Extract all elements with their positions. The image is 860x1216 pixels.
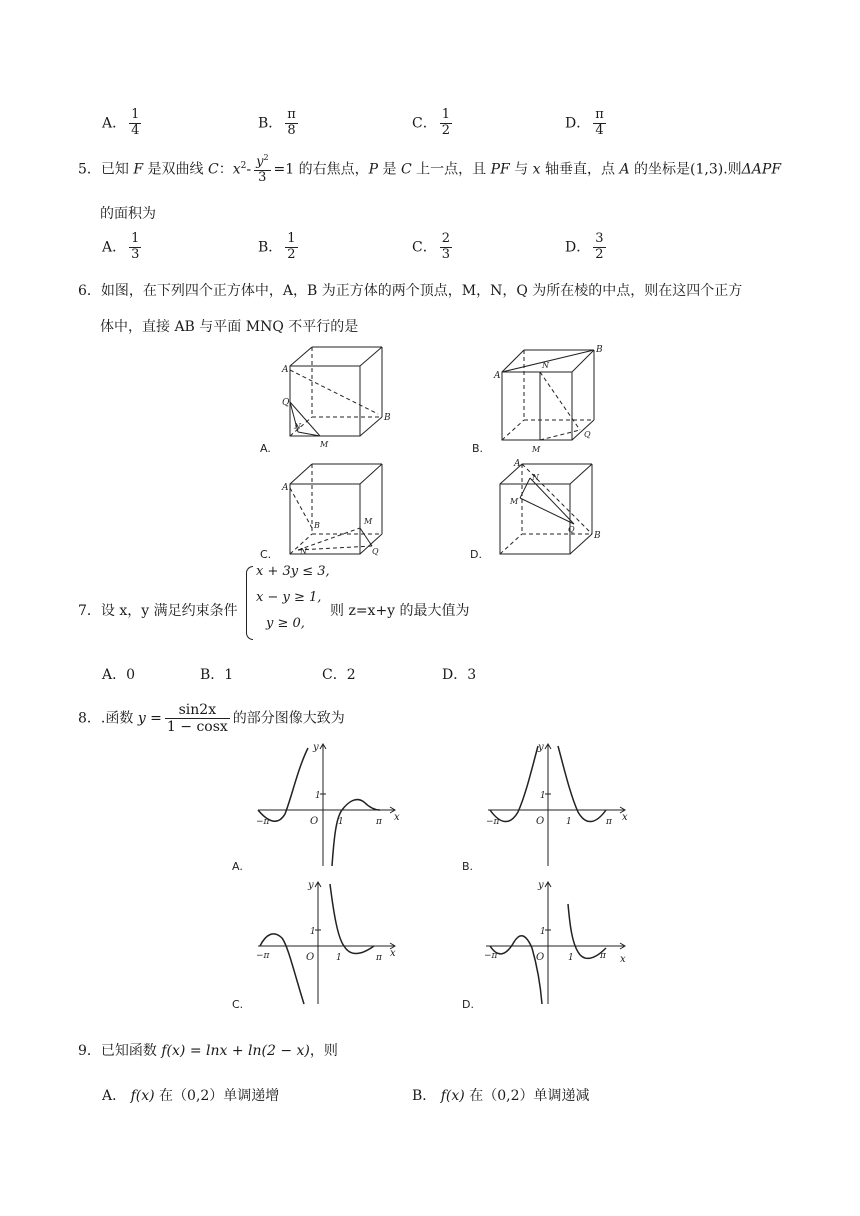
svg-text:M: M <box>532 445 541 454</box>
cube-figure-d <box>470 458 610 563</box>
svg-text:π: π <box>376 953 382 963</box>
q7-prefix: 7．设 x，y 满足约束条件 <box>78 603 238 619</box>
q7-option-b: B．1 <box>200 667 234 683</box>
q7-constraint-1: x + 3y ≤ 3, <box>256 564 330 579</box>
cube-figure-b <box>470 342 610 457</box>
svg-text:N: N <box>542 361 549 370</box>
svg-text:Q: Q <box>282 398 290 408</box>
svg-text:M: M <box>510 497 519 506</box>
svg-text:1: 1 <box>338 817 344 827</box>
q5-fraction: $\frac{y^2}{3}$ <box>256 153 269 186</box>
svg-text:N: N <box>532 473 539 482</box>
svg-text:1: 1 <box>315 791 321 801</box>
q4-a-fraction: $\frac{1}{4}$ <box>131 107 140 138</box>
svg-text:1: 1 <box>540 791 546 801</box>
svg-text:x: x <box>390 948 396 959</box>
svg-text:x: x <box>394 812 400 823</box>
svg-text:−π: −π <box>256 817 270 827</box>
svg-text:Q: Q <box>372 547 379 556</box>
svg-text:B: B <box>594 531 601 541</box>
q5-option-c: C． $\frac{2}{3}$ <box>412 231 450 262</box>
svg-text:y: y <box>308 880 314 891</box>
svg-text:1: 1 <box>310 927 316 937</box>
svg-text:A: A <box>514 459 521 469</box>
q5-option-a: A． $\frac{1}{3}$ <box>102 231 140 262</box>
svg-text:N: N <box>294 422 301 431</box>
svg-text:A: A <box>282 483 289 493</box>
svg-text:1: 1 <box>568 953 574 963</box>
q7-suffix: 则 z=x+y 的最大值为 <box>330 603 470 619</box>
svg-text:x: x <box>620 954 626 965</box>
q7-option-c: C．2 <box>322 667 356 683</box>
svg-text:O: O <box>536 816 545 827</box>
svg-text:y: y <box>313 742 319 753</box>
svg-text:B.: B. <box>462 860 474 873</box>
svg-text:M: M <box>320 440 329 449</box>
svg-text:A: A <box>494 371 501 381</box>
q4-option-a: A． $\frac{1}{4}$ <box>102 107 140 138</box>
q5-stem: 5．已知 F 是双曲线 C：$x^2-$ $\frac{y^2}{3}$ =1 的右焦点，P 是 C 上一点，且 PF 与 x 轴垂直，点 A 的坐标是(1,3).则ΔAPF <box>78 153 782 186</box>
q7-constraint-2: x − y ≥ 1, <box>256 590 322 605</box>
function-graph-c <box>230 876 410 1011</box>
q7-option-d: D．3 <box>442 667 477 683</box>
svg-text:Q: Q <box>584 430 591 439</box>
q4-c-fraction: $\frac{1}{2}$ <box>441 107 450 138</box>
q8-stem: 8．.函数 y = $\frac{\sin 2x}{1 - \cos x}$ 的部分图像大致为 <box>78 702 345 736</box>
svg-text:π: π <box>606 817 612 827</box>
q5-option-b: B． $\frac{1}{2}$ <box>258 231 296 262</box>
q4-d-fraction: $\frac{\pi}{4}$ <box>595 107 604 138</box>
q4-option-b: B． $\frac{\pi}{8}$ <box>258 107 296 138</box>
svg-text:B: B <box>384 413 391 423</box>
svg-text:A: A <box>282 365 289 375</box>
svg-text:M: M <box>364 517 373 526</box>
svg-text:O: O <box>306 952 315 963</box>
svg-text:D.: D. <box>462 998 474 1011</box>
q4-b-fraction: $\frac{\pi}{8}$ <box>287 107 296 138</box>
q7-constraint-3: y ≥ 0, <box>266 616 305 631</box>
function-graph-b <box>460 738 640 873</box>
svg-text:x: x <box>622 812 628 823</box>
svg-text:−π: −π <box>256 951 270 961</box>
q7-option-a: A．0 <box>102 667 136 683</box>
svg-text:π: π <box>600 951 606 961</box>
q6-stem-line2: 体中，直接 AB 与平面 MNQ 不平行的是 <box>100 319 359 335</box>
svg-text:B: B <box>596 345 603 355</box>
svg-text:O: O <box>536 952 545 963</box>
function-graph-a <box>230 738 410 873</box>
function-graph-d <box>460 876 640 1011</box>
q6-stem-line1: 6．如图，在下列四个正方体中，A，B 为正方体的两个顶点，M，N，Q 为所在棱的中点，则在这四个正方 <box>78 283 743 299</box>
svg-text:−π: −π <box>484 951 498 961</box>
svg-text:C.: C. <box>260 548 272 561</box>
svg-text:Q: Q <box>568 525 575 534</box>
svg-text:O: O <box>310 816 319 827</box>
q5-option-d: D． $\frac{3}{2}$ <box>565 231 604 262</box>
q9-option-a: A． f(x) 在（0,2）单调递增 <box>102 1088 280 1104</box>
svg-text:N: N <box>300 547 307 556</box>
svg-text:1: 1 <box>566 817 572 827</box>
svg-text:D.: D. <box>470 548 482 561</box>
svg-text:1: 1 <box>540 927 546 937</box>
q4-option-d: D． $\frac{\pi}{4}$ <box>565 107 604 138</box>
svg-text:y: y <box>538 742 544 753</box>
svg-text:−π: −π <box>486 817 500 827</box>
cube-figure-a <box>260 342 400 457</box>
svg-text:y: y <box>538 880 544 891</box>
svg-text:C.: C. <box>232 998 244 1011</box>
svg-text:A.: A. <box>232 860 243 873</box>
q9-stem: 9．已知函数 f(x) = lnx + ln(2 − x)，则 <box>78 1043 338 1059</box>
q5-stem-line2: 的面积为 <box>100 206 156 222</box>
q7-brace <box>246 566 253 640</box>
q8-fraction: $\frac{\sin 2x}{1 - \cos x}$ <box>166 702 228 736</box>
svg-text:B.: B. <box>472 442 484 455</box>
svg-text:B: B <box>314 521 320 530</box>
svg-text:π: π <box>376 817 382 827</box>
cube-figure-c <box>260 458 400 563</box>
svg-text:1: 1 <box>336 953 342 963</box>
q4-option-c: C． $\frac{1}{2}$ <box>412 107 450 138</box>
svg-text:A.: A. <box>260 442 271 455</box>
q9-option-b: B． f(x) 在（0,2）单调递减 <box>412 1088 590 1104</box>
